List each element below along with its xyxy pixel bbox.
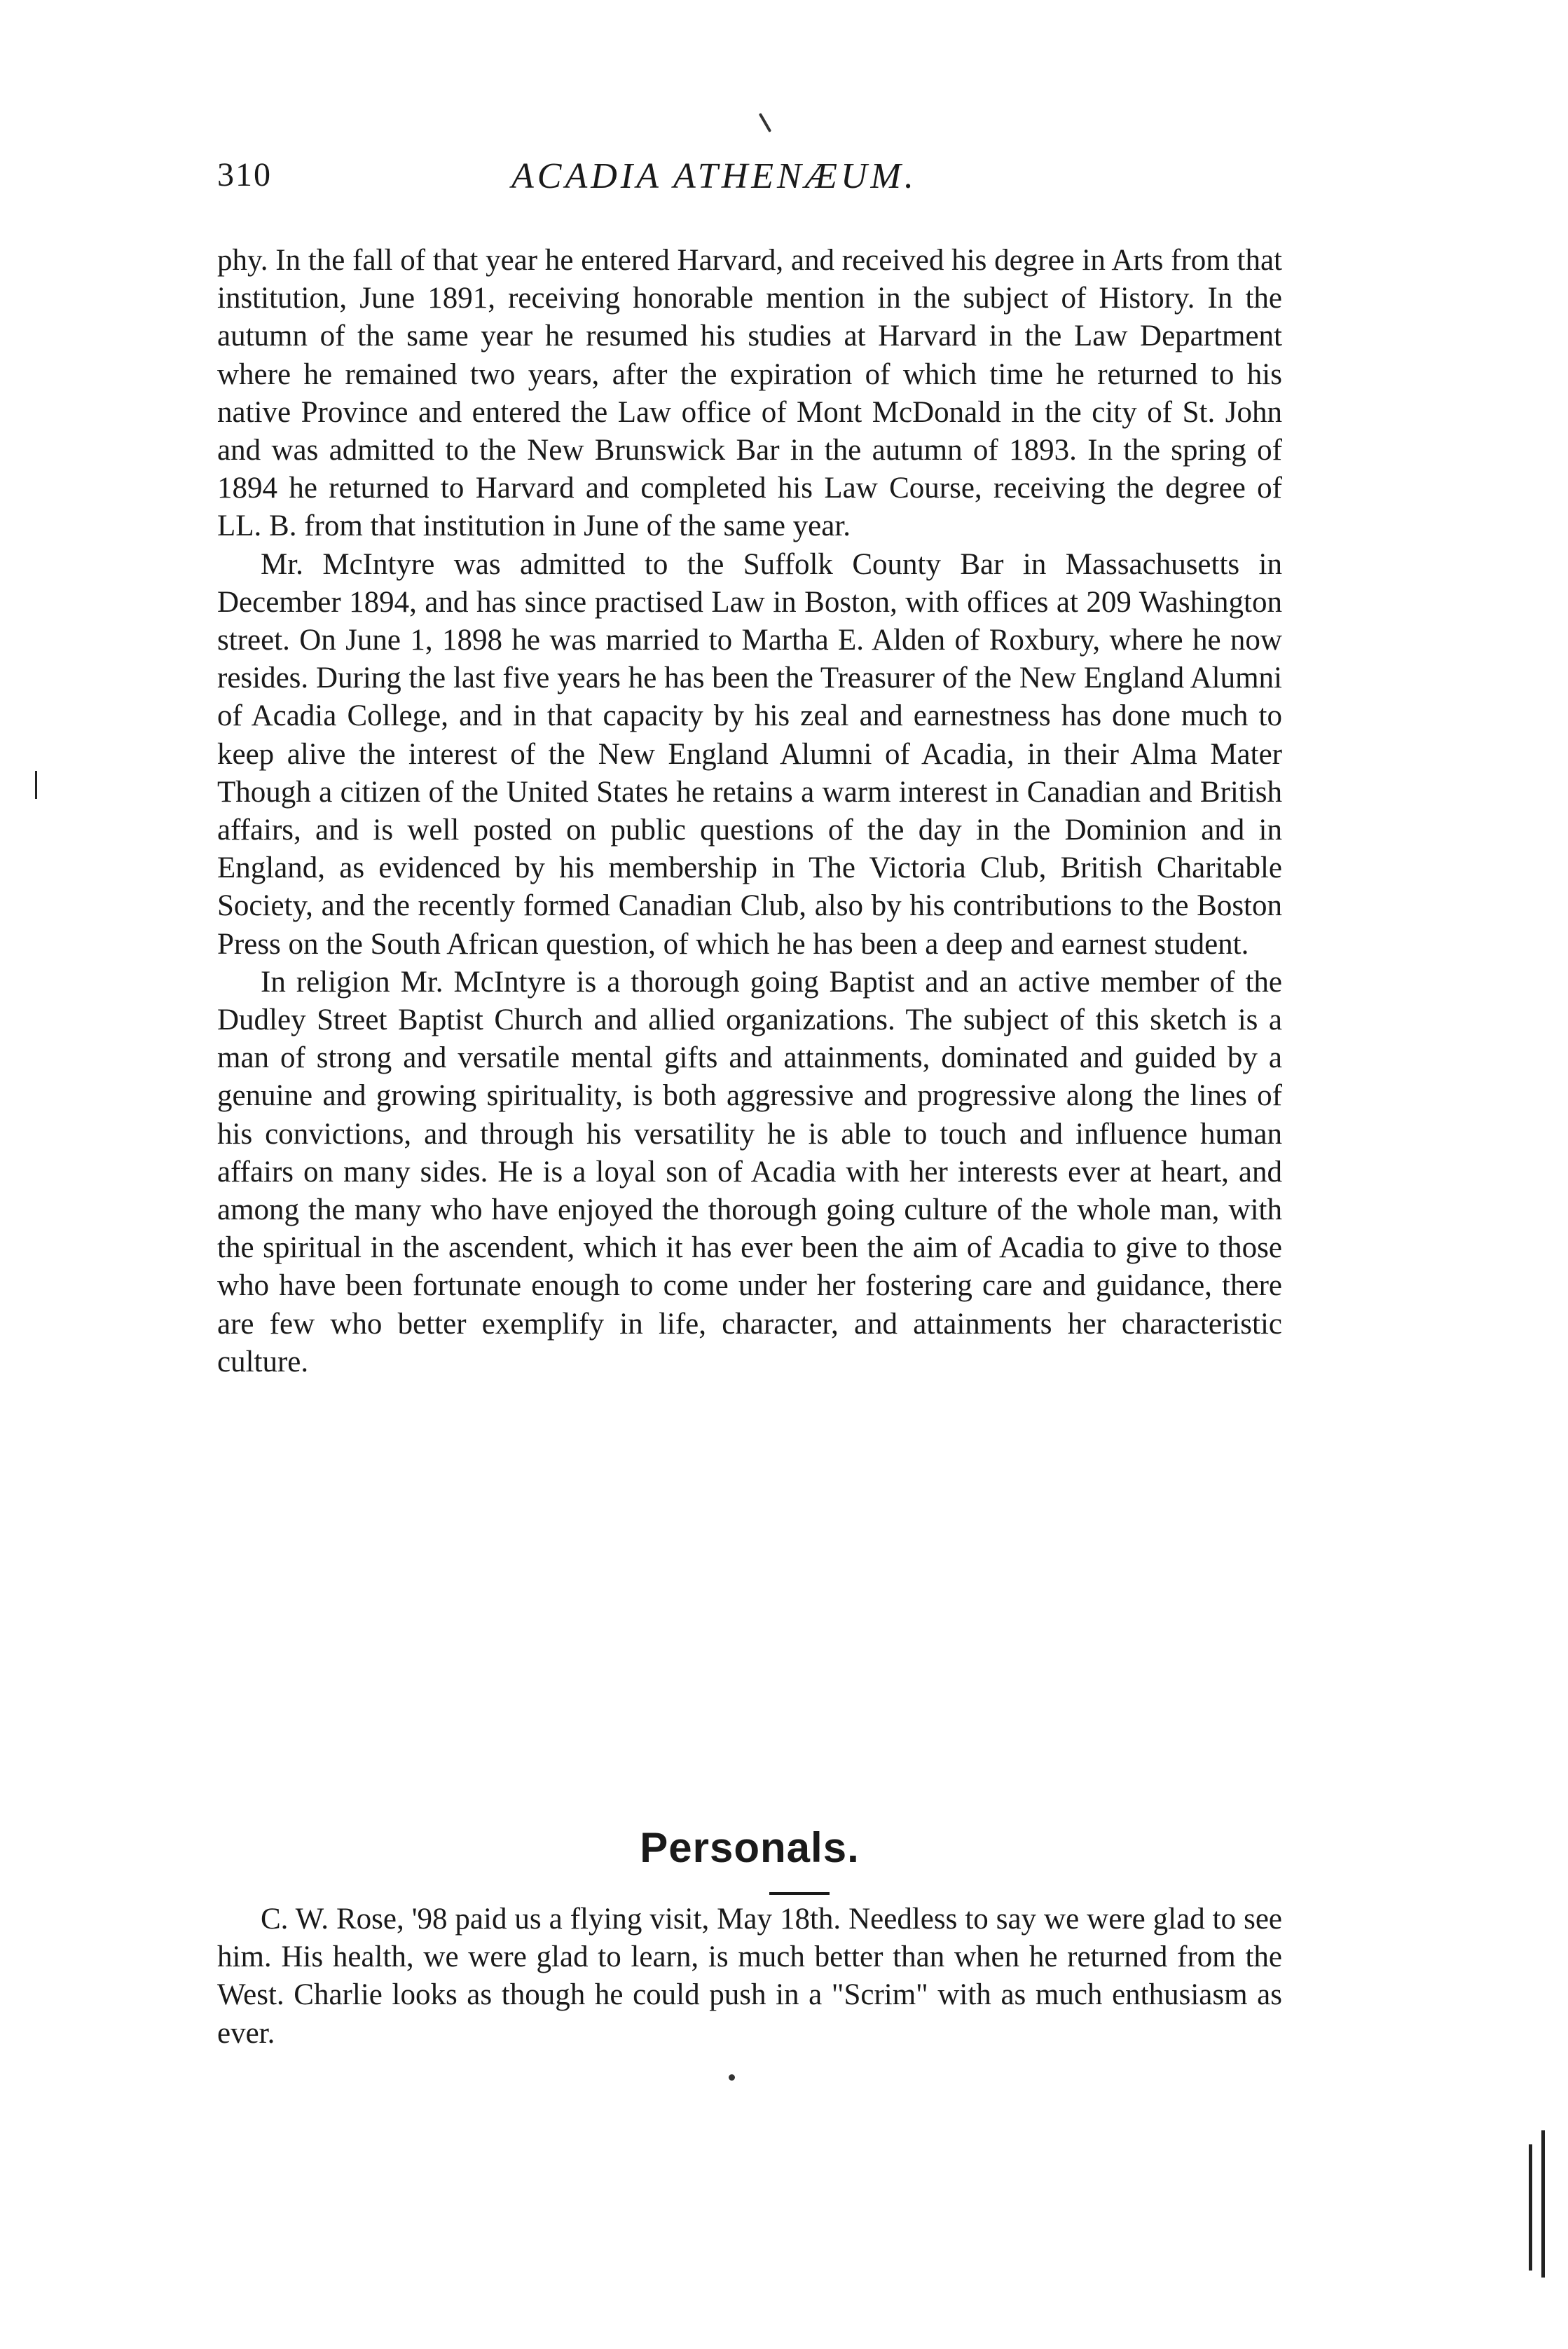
personals-heading: Personals. xyxy=(640,1824,860,1871)
body-paragraph: phy. In the fall of that year he entered Harvard, and received his degree in Arts from that institution, June 1891, receiving honorable mention in the subject of History. In the autumn of the same year he resumed his studies at Harvard in the Law Department where he remained two years, after the expiration of which time he returned to his native Province and entered the Law office of Mont McDonald in the city of St. John and was admitted to the New Brunswick Bar in the autumn of 1893. In the spring of 1894 he returned to Harvard and completed his Law Course, receiving the degree of LL. B. from that institution in June of the same year. xyxy=(217,244,1282,543)
scan-edge-mark xyxy=(1541,2130,1545,2278)
body-paragraph: In religion Mr. McIntyre is a thorough going Baptist and an active member of the Dudley Street Baptist Church and allied organizations. The subject of this sketch is a man of strong and versatile mental gifts and attainments, dominated and guided by a genuine and growing spirituality, is both aggressive and progressive along the lines of his convictions, and through his versatility he is able to touch and influence human affairs on many sides. He is a loyal son of Acadia with her interests ever at heart, and among the many who have enjoyed the thorough going culture of the whole man, with the spiritual in the ascendent, which it has ever been the aim of Acadia to give to those who have been fortunate enough to come under her fostering care and guidance, there are few who better exemplify in life, character, and attainments her characteristic culture. xyxy=(217,965,1282,1378)
heading-rule xyxy=(769,1892,830,1895)
personals-paragraph: C. W. Rose, '98 paid us a flying visit, May 18th. Needless to say we were glad to see him. His health, we were glad to learn, is much better than when he returned from the West. Charlie looks as though he could push in a "Scrim" with as much enthusiasm as ever. xyxy=(217,1903,1282,2050)
page-number: 310 xyxy=(217,156,272,193)
journal-title: ACADIA ATHENÆUM. xyxy=(511,156,917,196)
scan-edge-mark xyxy=(35,771,37,799)
scan-edge-mark xyxy=(1529,2144,1532,2271)
scan-speck xyxy=(759,113,771,132)
running-head xyxy=(217,156,1380,205)
scan-speck xyxy=(729,2074,735,2081)
article-body xyxy=(217,242,1282,1381)
personals-section xyxy=(217,1901,1282,2053)
body-paragraph: Mr. McIntyre was admitted to the Suffolk County Bar in Massachusetts in December 1894, and has since practised Law in Boston, with offices at 209 Washington street. On June 1, 1898 he was married to Martha E. Alden of Roxbury, where he now resides. During the last five years he has been the Treasurer of the New England Alumni of Acadia College, and in that capacity by his zeal and earnestness has done much to keep alive the interest of the New England Alumni of Acadia, in their Alma Mater Though a citizen of the United States he retains a warm interest in Canadian and British affairs, and is well posted on public questions of the day in the Dominion and in England, as evidenced by his membership in The Victoria Club, British Charitable Society, and the recently formed Canadian Club, also by his contributions to the Boston Press on the South African question, of which he has been a deep and earnest student. xyxy=(217,547,1282,961)
